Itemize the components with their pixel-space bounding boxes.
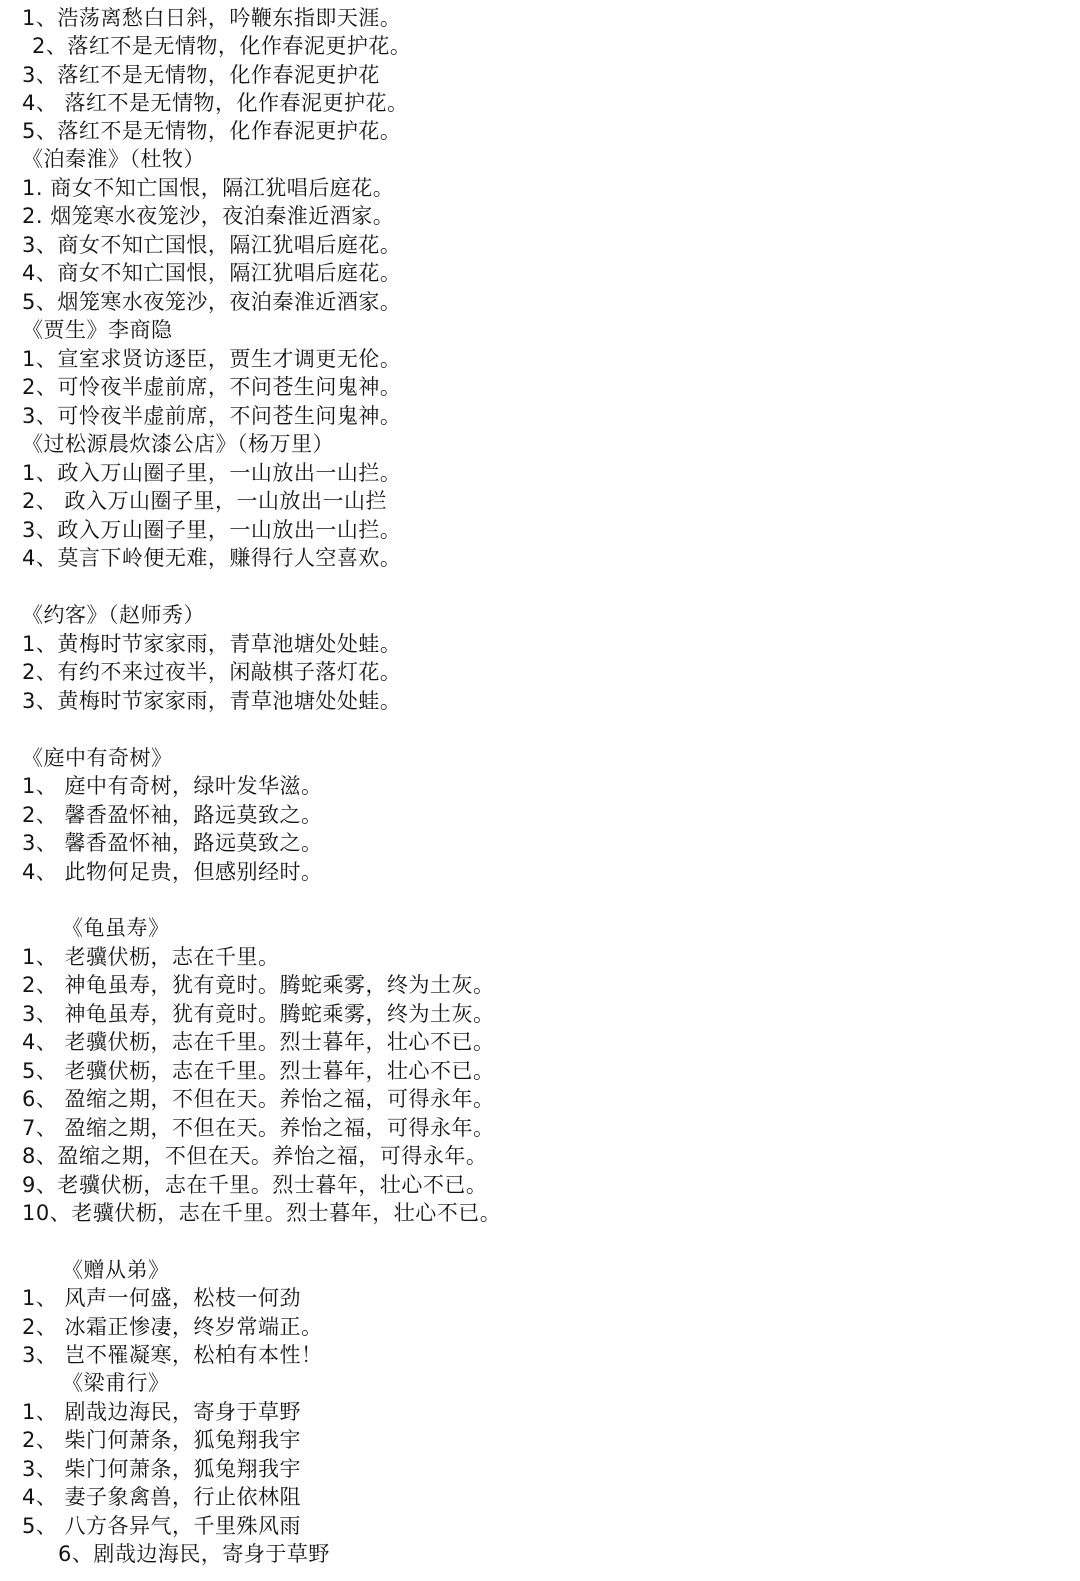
text-line: 8、盈缩之期，不但在天。养怡之福，可得永年。 — [22, 1144, 488, 1168]
text-line: 3、商女不知亡国恨，隔江犹唱后庭花。 — [22, 233, 402, 257]
text-line: 3、 神龟虽寿，犹有竟时。腾蛇乘雾，终为土灰。 — [22, 1002, 495, 1026]
text-line: 3、 馨香盈怀袖，路远莫致之。 — [22, 831, 323, 855]
text-line: 3、政入万山圈子里，一山放出一山拦。 — [22, 518, 402, 542]
text-line: 1. 商女不知亡国恨，隔江犹唱后庭花。 — [22, 176, 395, 200]
text-line: 1、 老骥伏枥，志在千里。 — [22, 945, 280, 969]
poem-title: 《梁甫行》 — [62, 1371, 170, 1395]
poem-title: 《泊秦淮》（杜牧） — [22, 147, 205, 171]
text-line: 1、宣室求贤访逐臣，贾生才调更无伦。 — [22, 347, 402, 371]
text-line: 6、剧哉边海民，寄身于草野 — [58, 1542, 330, 1566]
text-line: 7、 盈缩之期，不但在天。养怡之福，可得永年。 — [22, 1116, 495, 1140]
text-line: 10、老骥伏枥，志在千里。烈士暮年，壮心不已。 — [22, 1201, 502, 1225]
poem-title: 《龟虽寿》 — [62, 916, 170, 940]
text-line: 5、烟笼寒水夜笼沙，夜泊秦淮近酒家。 — [22, 290, 402, 314]
poem-title: 《贾生》李商隐 — [22, 318, 173, 342]
poem-title: 《赠从弟》 — [62, 1258, 170, 1282]
text-line: 3、落红不是无情物，化作春泥更护花 — [22, 63, 380, 87]
text-line: 4、 落红不是无情物，化作春泥更护花。 — [22, 91, 409, 115]
text-line: 1、政入万山圈子里，一山放出一山拦。 — [22, 461, 402, 485]
text-line: 4、 老骥伏枥，志在千里。烈士暮年，壮心不已。 — [22, 1030, 495, 1054]
text-line: 2、 神龟虽寿，犹有竟时。腾蛇乘雾，终为土灰。 — [22, 973, 495, 997]
poem-title: 《约客》（赵师秀） — [22, 603, 205, 627]
text-line: 2、可怜夜半虚前席，不问苍生问鬼神。 — [22, 375, 402, 399]
text-line: 2. 烟笼寒水夜笼沙，夜泊秦淮近酒家。 — [22, 204, 395, 228]
text-line: 2、有约不来过夜半，闲敲棋子落灯花。 — [22, 660, 402, 684]
text-line: 3、黄梅时节家家雨，青草池塘处处蛙。 — [22, 689, 402, 713]
text-line: 4、莫言下岭便无难，赚得行人空喜欢。 — [22, 546, 402, 570]
text-line: 2、 馨香盈怀袖，路远莫致之。 — [22, 803, 323, 827]
poem-title: 《庭中有奇树》 — [22, 746, 173, 770]
text-line: 5、落红不是无情物，化作春泥更护花。 — [22, 119, 402, 143]
text-line: 2、落红不是无情物，化作春泥更护花。 — [32, 34, 412, 58]
text-line: 6、 盈缩之期，不但在天。养怡之福，可得永年。 — [22, 1087, 495, 1111]
text-line: 1、浩荡离愁白日斜，吟鞭东指即天涯。 — [22, 6, 402, 30]
text-line: 2、 冰霜正惨凄，终岁常端正。 — [22, 1315, 323, 1339]
text-line: 1、黄梅时节家家雨，青草池塘处处蛙。 — [22, 632, 402, 656]
text-line: 9、老骥伏枥，志在千里。烈士暮年，壮心不已。 — [22, 1173, 488, 1197]
text-line: 4、 妻子象禽兽，行止依林阻 — [22, 1485, 302, 1509]
text-line: 1、 庭中有奇树，绿叶发华滋。 — [22, 774, 323, 798]
poem-title: 《过松源晨炊漆公店》（杨万里） — [22, 432, 334, 456]
text-line: 5、 八方各异气，千里殊风雨 — [22, 1514, 302, 1538]
text-line: 3、 柴门何萧条，狐兔翔我宇 — [22, 1457, 302, 1481]
text-line: 2、 政入万山圈子里，一山放出一山拦 — [22, 489, 388, 513]
text-line: 1、 剧哉边海民，寄身于草野 — [22, 1400, 302, 1424]
text-line: 4、 此物何足贵，但感别经时。 — [22, 860, 323, 884]
text-line: 3、 岂不罹凝寒，松柏有本性！ — [22, 1343, 323, 1367]
text-line: 3、可怜夜半虚前席，不问苍生问鬼神。 — [22, 404, 402, 428]
text-line: 2、 柴门何萧条，狐兔翔我宇 — [22, 1428, 302, 1452]
text-line: 5、 老骥伏枥，志在千里。烈士暮年，壮心不已。 — [22, 1059, 495, 1083]
text-line: 4、商女不知亡国恨，隔江犹唱后庭花。 — [22, 261, 402, 285]
text-line: 1、 风声一何盛，松枝一何劲 — [22, 1286, 302, 1310]
